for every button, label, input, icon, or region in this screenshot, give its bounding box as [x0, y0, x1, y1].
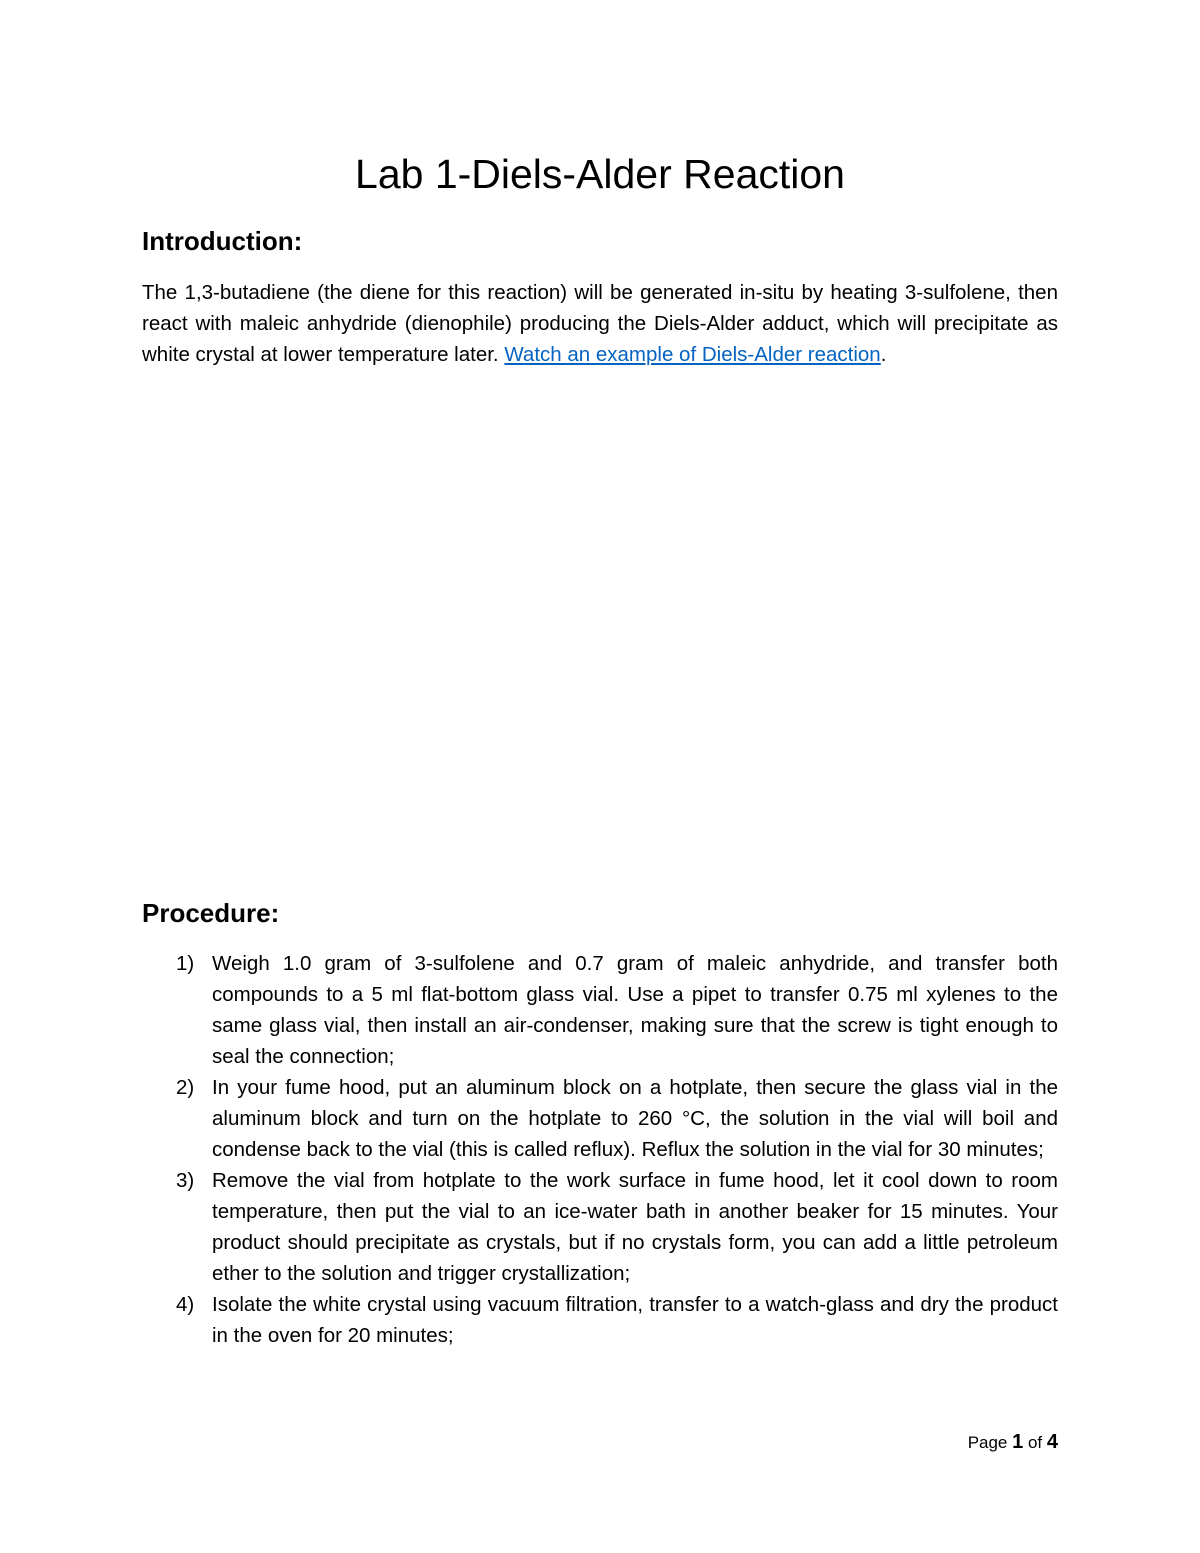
step-text: Isolate the white crystal using vacuum filtration, transfer to a watch-glass and dry the product in the oven for 20 minutes; [212, 1293, 1058, 1347]
page-label: Page [967, 1433, 1013, 1452]
introduction-heading: Introduction: [142, 226, 303, 256]
total-pages-number: 4 [1046, 1431, 1058, 1453]
procedure-step-2 [142, 1072, 1058, 1165]
step-number: 2) [176, 1076, 195, 1099]
step-number: 3) [176, 1169, 195, 1192]
of-label: of [1023, 1433, 1047, 1452]
procedure-step-3 [142, 1165, 1058, 1289]
step-text: Weigh 1.0 gram of 3-sulfolene and 0.7 gram of maleic anhydride, and transfer both compounds to a 5 ml flat-bottom glass vial. Use a pipet to transfer 0.75 ml xylenes to the same glass vial, then install an air-condenser, making sure that the screw is tight enough to seal the connection; [212, 952, 1058, 1068]
step-number: 4) [176, 1293, 195, 1316]
page-number-footer [968, 1430, 1058, 1455]
procedure-step-1 [142, 948, 1058, 1072]
introduction-paragraph [142, 277, 1058, 370]
procedure-steps [142, 948, 1058, 1351]
introduction-text: The 1,3-butadiene (the diene for this reaction) will be generated in-situ by heating 3-sulfolene, then react with maleic anhydride (dienophile) producing the Diels-Alder adduct, which will precipitate as white crystal at lower temperature later. [142, 281, 1058, 366]
diels-alder-video-link[interactable]: Watch an example of Diels-Alder reaction [504, 343, 881, 366]
step-text: Remove the vial from hotplate to the work surface in fume hood, let it cool down to room temperature, then put the vial to an ice-water bath in another beaker for 15 minutes. Your product should precipitate as crystals, but if no crystals form, you can add a little petroleum ether to the solution and trigger crystallization; [212, 1169, 1058, 1285]
step-number: 1) [176, 952, 195, 975]
step-text: In your fume hood, put an aluminum block on a hotplate, then secure the glass vial in the aluminum block and turn on the hotplate to 260 °C, the solution in the vial will boil and condense back to the vial (this is called reflux). Reflux the solution in the vial for 30 minutes; [212, 1076, 1058, 1161]
procedure-heading: Procedure: [142, 898, 280, 928]
introduction-period: . [880, 343, 887, 366]
current-page-number: 1 [1012, 1431, 1024, 1453]
document-title: Lab 1-Diels-Alder Reaction [355, 151, 845, 197]
procedure-step-4 [142, 1289, 1058, 1351]
